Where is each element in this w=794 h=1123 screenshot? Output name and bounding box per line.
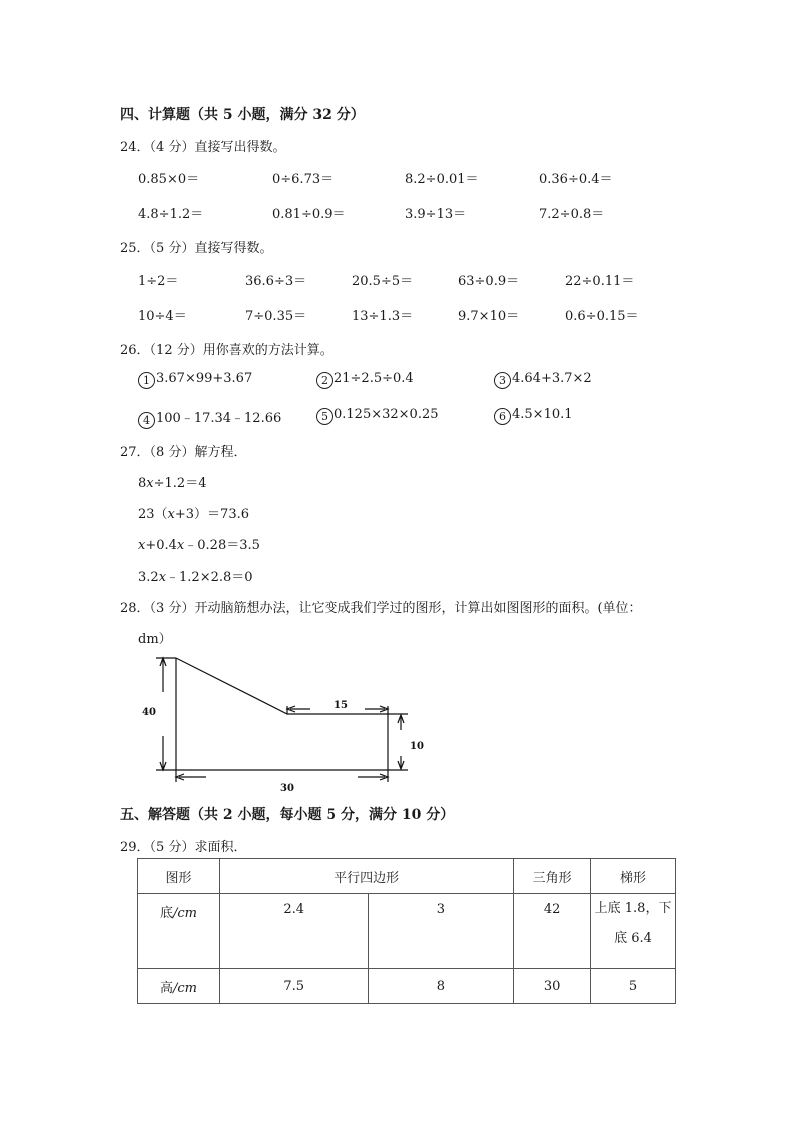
question-25-heading: 25．（5 分）直接写得数。 [120, 241, 273, 256]
label-text: 底 [159, 906, 173, 921]
q25-item: 7÷0.35＝ [245, 309, 307, 324]
left-height-label: 40 [142, 707, 156, 718]
section-5-title: 五、解答题（共 2 小题，每小题 5 分，满分 10 分） [120, 807, 455, 823]
q25-item: 9.7×10＝ [458, 309, 520, 324]
eq-part: +0.4 [145, 538, 177, 553]
q26-expression: 100﹣17.34﹣12.66 [156, 411, 282, 426]
q25-item: 20.5÷5＝ [352, 274, 414, 289]
eq-part: ﹣1.2×2.8＝0 [166, 570, 253, 585]
q24-item: 0.36÷0.4＝ [539, 172, 613, 187]
q26-item [494, 407, 573, 425]
q26-item [316, 407, 439, 425]
eq-variable: x [167, 507, 175, 522]
right-height-label: 10 [410, 741, 424, 752]
q26-item [138, 371, 252, 389]
table-row [138, 894, 676, 969]
trap-base-line-2: 底 6.4 [614, 931, 652, 946]
figure-outline [176, 658, 388, 770]
question-26-heading: 26．（12 分）用你喜欢的方法计算。 [120, 343, 333, 358]
bottom-width-label: 30 [280, 783, 294, 794]
circled-number: 1 [138, 372, 155, 389]
eq-part: 8 [138, 476, 147, 491]
equation-2 [138, 503, 249, 522]
table-cell: 7.5 [219, 969, 368, 1004]
q25-item: 13÷1.3＝ [352, 309, 414, 324]
q24-item: 0.81÷0.9＝ [272, 207, 346, 222]
table-cell: 3 [368, 894, 514, 969]
q24-item: 0.85×0＝ [138, 172, 200, 187]
table-cell: 5 [591, 969, 676, 1004]
header-triangle: 三角形 [514, 859, 591, 894]
eq-variable: x [176, 538, 185, 553]
table-cell: 8 [368, 969, 514, 1004]
circled-number: 5 [316, 408, 333, 425]
q26-expression: 4.5×10.1 [512, 407, 573, 422]
trap-base-cell [591, 894, 676, 969]
q25-item: 63÷0.9＝ [458, 274, 520, 289]
unit-text: /cm [172, 980, 197, 996]
question-28-heading: 28．（3 分）开动脑筋想办法，让它变成我们学过的图形，计算出如图图形的面积。(单位： [120, 601, 642, 616]
trap-base-line-1: 上底 1.8，下 [594, 901, 672, 916]
eq-variable: x [146, 476, 154, 491]
area-table [137, 858, 676, 1004]
q26-expression: 0.125×32×0.25 [334, 407, 439, 422]
q26-expression: 21÷2.5÷0.4 [334, 371, 414, 386]
header-shape: 图形 [138, 859, 220, 894]
q24-item: 7.2÷0.8＝ [539, 207, 605, 222]
question-24-heading: 24．（4 分）直接写出得数。 [120, 140, 286, 155]
question-29-heading: 29．（5 分）求面积． [120, 840, 247, 855]
q25-item: 1÷2＝ [138, 274, 179, 289]
q24-item: 4.8÷1.2＝ [138, 207, 204, 222]
eq-part: ﹣0.28＝3.5 [184, 538, 260, 553]
eq-part: +3）＝73.6 [174, 507, 249, 522]
question-27-heading: 27．（8 分）解方程． [120, 445, 247, 460]
equation-1 [138, 472, 206, 491]
table-cell: 30 [514, 969, 591, 1004]
q24-item: 0÷6.73＝ [272, 172, 334, 187]
equation-4 [138, 566, 253, 585]
circled-number: 6 [494, 408, 511, 425]
header-parallelogram: 平行四边形 [219, 859, 513, 894]
equation-3 [138, 534, 260, 553]
eq-variable: x [158, 570, 167, 585]
table-row [138, 969, 676, 1004]
question-28-unit: dm） [138, 632, 172, 647]
q25-item: 36.6÷3＝ [245, 274, 307, 289]
header-trapezoid: 梯形 [591, 859, 676, 894]
q26-item [138, 407, 281, 429]
q26-item [316, 371, 414, 389]
top-width-label: 15 [334, 700, 348, 711]
q26-item [494, 371, 592, 389]
eq-part: 3.2 [138, 570, 159, 585]
q25-item: 10÷4＝ [138, 309, 187, 324]
eq-part: ÷1.2＝4 [153, 476, 207, 491]
q24-item: 8.2÷0.01＝ [405, 172, 479, 187]
section-4-title: 四、计算题（共 5 小题，满分 32 分） [120, 107, 365, 123]
q26-expression: 3.67×99+3.67 [156, 371, 253, 386]
q24-item: 3.9÷13＝ [405, 207, 467, 222]
q25-item: 0.6÷0.15＝ [565, 309, 639, 324]
eq-variable: x [138, 538, 146, 553]
q26-expression: 4.64+3.7×2 [512, 371, 592, 386]
circled-number: 3 [494, 372, 511, 389]
base-label [138, 894, 220, 969]
circled-number: 4 [138, 412, 155, 429]
eq-part: 23（ [138, 507, 168, 522]
height-label [138, 969, 220, 1004]
q28-figure [130, 648, 424, 798]
table-cell: 42 [514, 894, 591, 969]
table-cell: 2.4 [219, 894, 368, 969]
label-text: 高 [159, 980, 173, 996]
table-row [138, 859, 676, 894]
circled-number: 2 [316, 372, 333, 389]
unit-text: /cm [172, 906, 197, 921]
q25-item: 22÷0.11＝ [565, 274, 635, 289]
